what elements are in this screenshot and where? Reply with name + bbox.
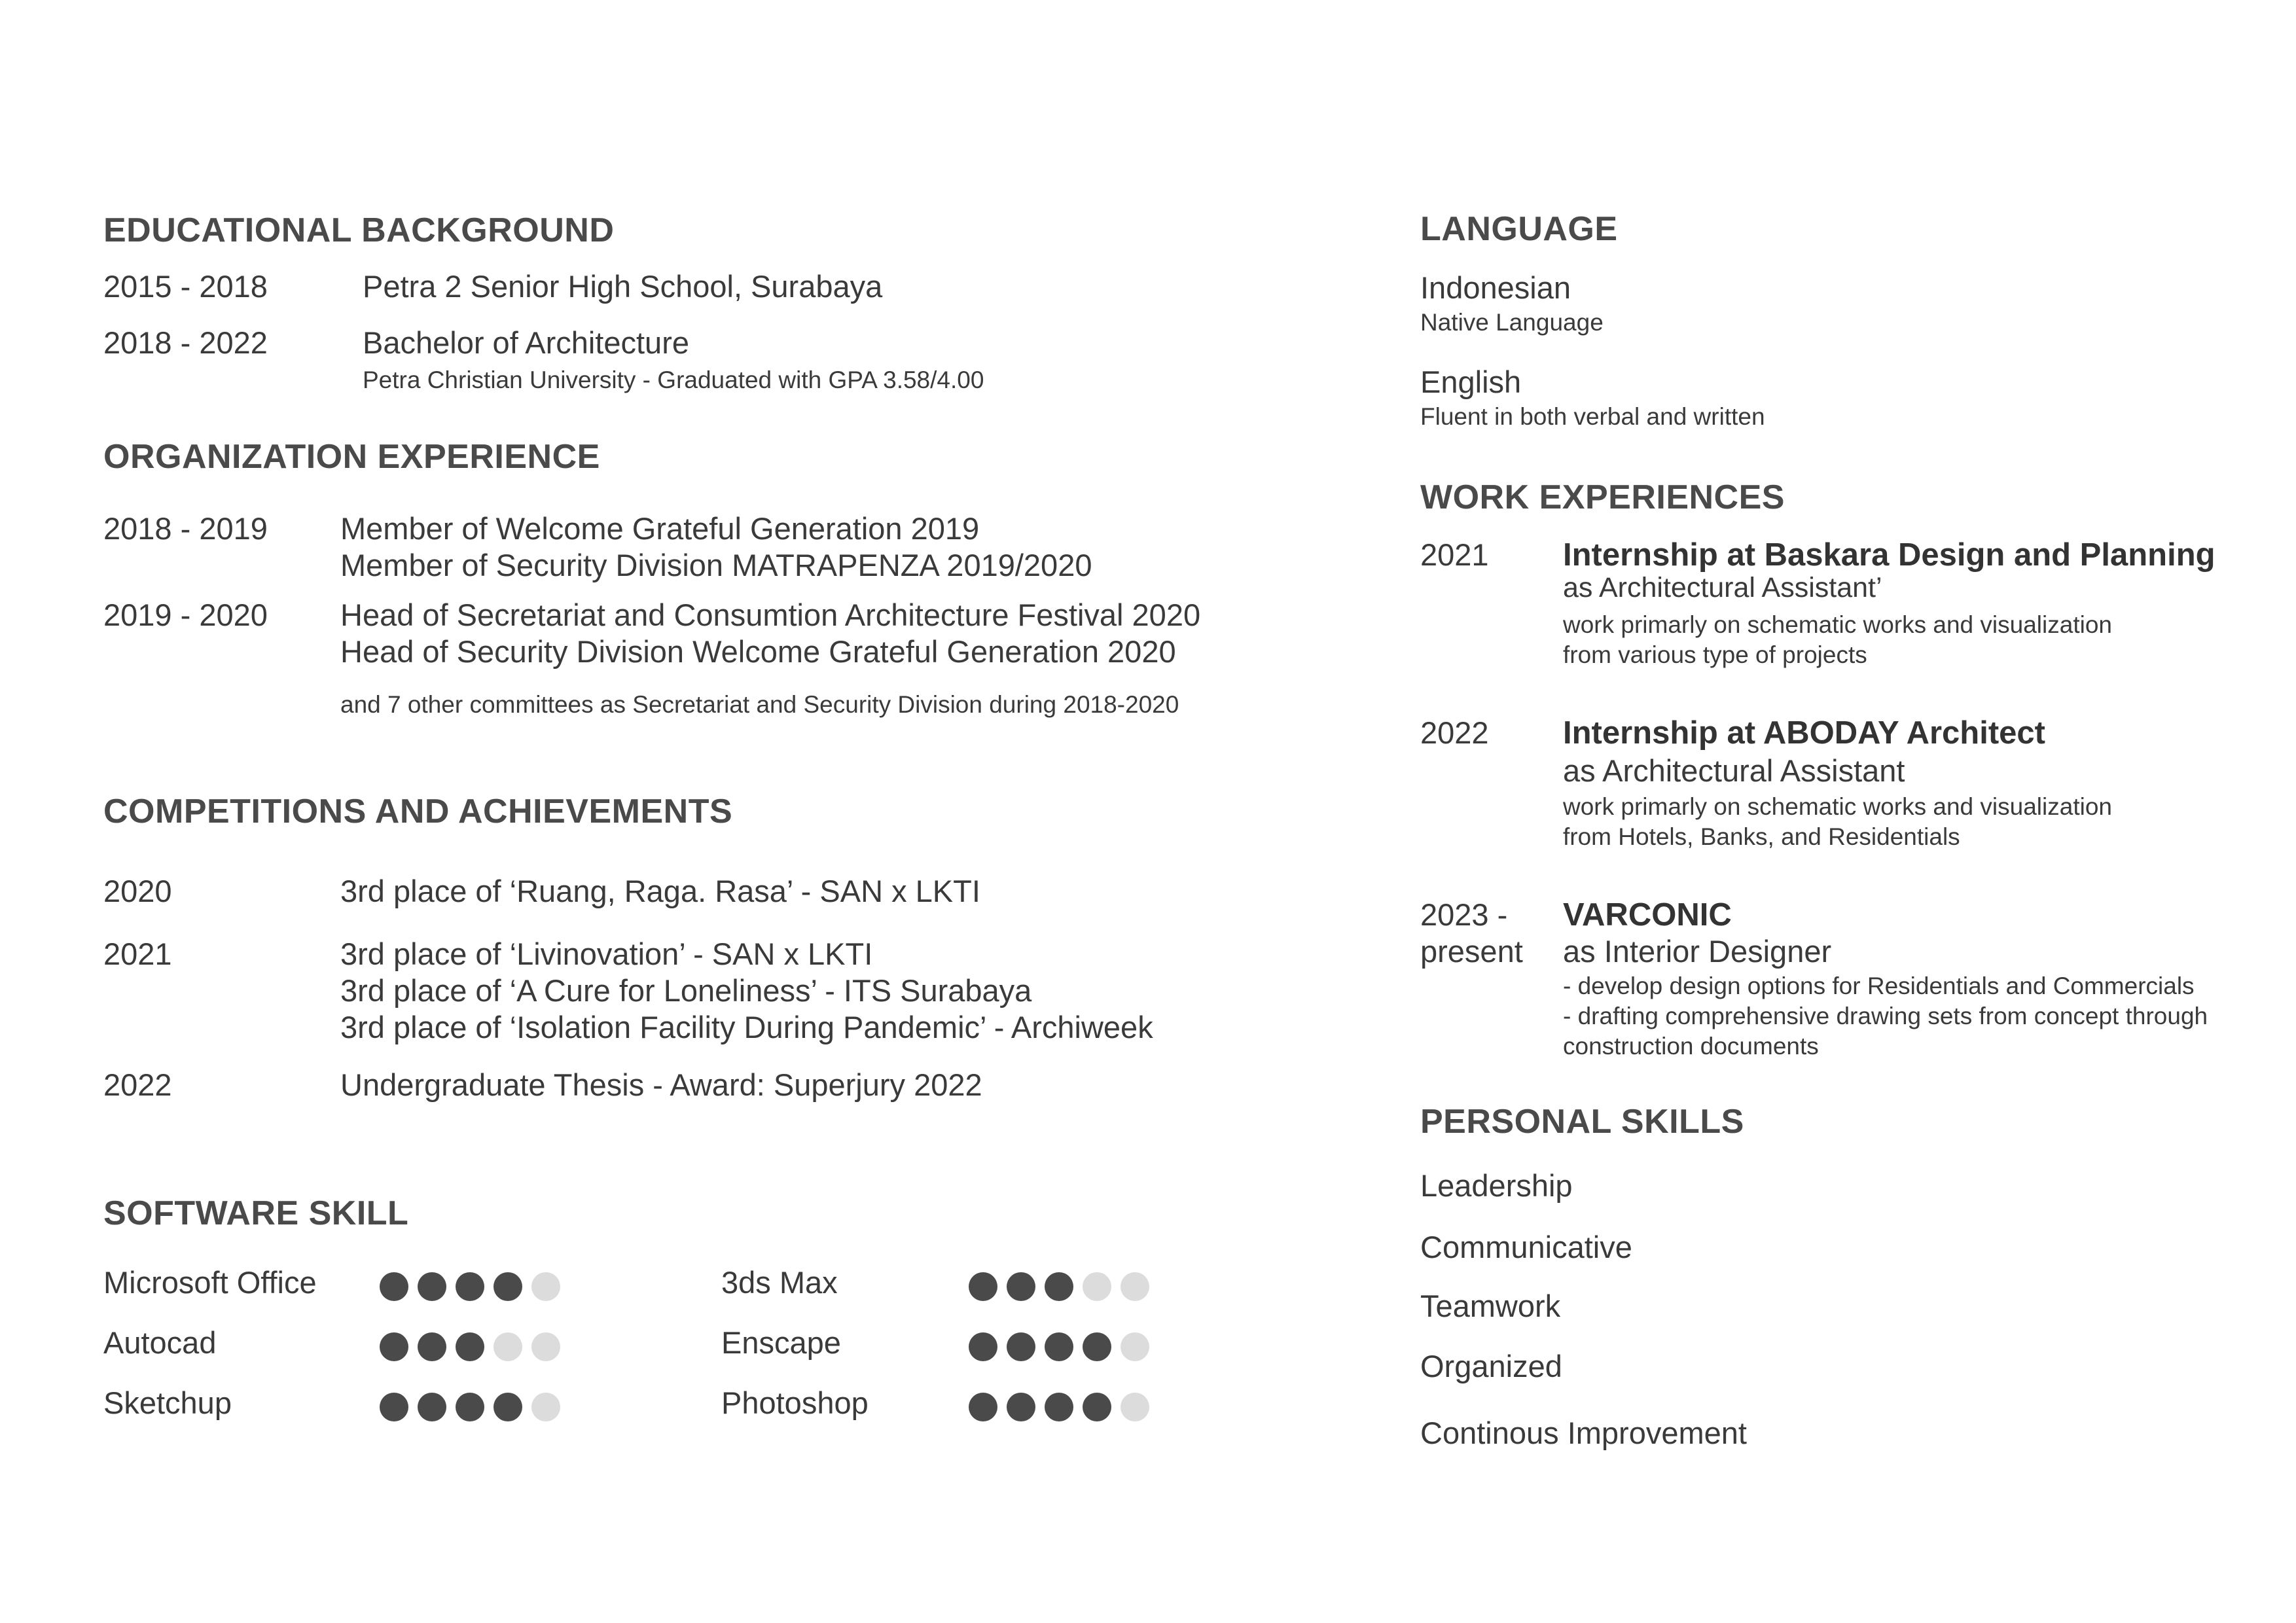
work-desc (1563, 971, 2208, 1061)
skill-rating (969, 1393, 1149, 1421)
software-name: Microsoft Office (103, 1265, 317, 1300)
software-name: Autocad (103, 1325, 217, 1360)
rating-dot-filled (380, 1393, 408, 1421)
software-name: Photoshop (721, 1385, 869, 1420)
rating-dot-empty (531, 1272, 560, 1301)
work-title: Internship at Baskara Design and Planning (1563, 537, 2215, 573)
education-title: Bachelor of Architecture (363, 325, 689, 360)
work-heading: WORK EXPERIENCES (1420, 478, 1785, 516)
work-desc (1563, 610, 2112, 670)
skill-rating (969, 1332, 1149, 1361)
work-title: Internship at ABODAY Architect (1563, 715, 2045, 751)
rating-dot-filled (1007, 1332, 1035, 1361)
work-role: as Architectural Assistant (1563, 753, 1905, 788)
work-year: 2022 (1420, 715, 1489, 750)
organization-years: 2019 - 2020 (103, 597, 268, 632)
work-title: VARCONIC (1563, 897, 1732, 933)
competition-line: 3rd place of ‘Livinovation’ - SAN x LKTI (340, 936, 873, 971)
language-name: Indonesian (1420, 270, 1571, 305)
work-role: as Architectural Assistant’ (1563, 572, 1882, 603)
work-desc-line: work primarly on schematic works and visualization (1563, 611, 2112, 638)
competition-year: 2022 (103, 1067, 172, 1102)
organization-lines (340, 510, 1092, 584)
rating-dot-filled (380, 1272, 408, 1301)
rating-dot-empty (493, 1332, 522, 1361)
rating-dot-filled (456, 1272, 484, 1301)
rating-dot-filled (418, 1272, 446, 1301)
competition-lines (340, 936, 1153, 1046)
rating-dot-filled (456, 1393, 484, 1421)
rating-dot-empty (531, 1332, 560, 1361)
rating-dot-filled (1083, 1393, 1111, 1421)
rating-dot-empty (1121, 1332, 1149, 1361)
rating-dot-filled (456, 1332, 484, 1361)
education-title: Petra 2 Senior High School, Surabaya (363, 269, 883, 304)
personal-skill: Teamwork (1420, 1289, 1561, 1323)
software-name: 3ds Max (721, 1265, 838, 1300)
rating-dot-filled (1045, 1332, 1073, 1361)
organization-line: Member of Security Division MATRAPENZA 2019/2020 (340, 548, 1092, 582)
competition-line: 3rd place of ‘Isolation Facility During Pandemic’ - Archiweek (340, 1010, 1153, 1044)
rating-dot-filled (1007, 1272, 1035, 1301)
education-years: 2018 - 2022 (103, 325, 268, 360)
education-detail: Petra Christian University - Graduated with GPA 3.58/4.00 (363, 366, 984, 393)
software-name: Enscape (721, 1325, 841, 1360)
rating-dot-filled (493, 1393, 522, 1421)
rating-dot-filled (1045, 1272, 1073, 1301)
organization-heading: ORGANIZATION EXPERIENCE (103, 438, 600, 476)
organization-years: 2018 - 2019 (103, 511, 268, 546)
personal-skill: Organized (1420, 1349, 1562, 1383)
software-heading: SOFTWARE SKILL (103, 1194, 409, 1232)
rating-dot-filled (493, 1272, 522, 1301)
education-heading: EDUCATIONAL BACKGROUND (103, 211, 615, 249)
organization-lines (340, 597, 1200, 670)
work-year: 2021 (1420, 537, 1489, 572)
rating-dot-empty (531, 1393, 560, 1421)
rating-dot-filled (1045, 1393, 1073, 1421)
rating-dot-filled (969, 1332, 997, 1361)
organization-line: Head of Security Division Welcome Grateful Generation 2020 (340, 634, 1176, 669)
organization-line: Head of Secretariat and Consumtion Architecture Festival 2020 (340, 597, 1201, 632)
language-detail: Native Language (1420, 309, 1604, 336)
rating-dot-empty (1121, 1272, 1149, 1301)
rating-dot-filled (1083, 1332, 1111, 1361)
rating-dot-empty (1083, 1272, 1111, 1301)
work-desc-line: from Hotels, Banks, and Residentials (1563, 823, 1960, 850)
work-desc-line: construction documents (1563, 1033, 1819, 1060)
language-name: English (1420, 365, 1522, 399)
competition-year: 2021 (103, 936, 172, 971)
competition-line: Undergraduate Thesis - Award: Superjury 2022 (340, 1067, 982, 1102)
language-heading: LANGUAGE (1420, 210, 1618, 248)
organization-line: Member of Welcome Grateful Generation 2019 (340, 511, 980, 546)
rating-dot-filled (418, 1332, 446, 1361)
rating-dot-filled (418, 1393, 446, 1421)
work-desc-line: - develop design options for Residentials and Commercials (1563, 972, 2195, 999)
skill-rating (380, 1272, 560, 1301)
personal-skill: Communicative (1420, 1230, 1632, 1264)
competition-line: 3rd place of ‘A Cure for Loneliness’ - ITS Surabaya (340, 973, 1032, 1008)
competitions-heading: COMPETITIONS AND ACHIEVEMENTS (103, 793, 733, 830)
work-desc-line: - drafting comprehensive drawing sets from concept through (1563, 1003, 2208, 1029)
personal-skill: Leadership (1420, 1168, 1573, 1203)
rating-dot-filled (380, 1332, 408, 1361)
competition-year: 2020 (103, 874, 172, 908)
work-desc-line: work primarly on schematic works and visualization (1563, 793, 2112, 820)
personal-heading: PERSONAL SKILLS (1420, 1103, 1744, 1141)
rating-dot-filled (969, 1272, 997, 1301)
rating-dot-filled (1007, 1393, 1035, 1421)
software-name: Sketchup (103, 1385, 232, 1420)
work-desc-line: from various type of projects (1563, 641, 1867, 668)
rating-dot-empty (1121, 1393, 1149, 1421)
organization-note: and 7 other committees as Secretariat and Security Division during 2018-2020 (340, 691, 1179, 718)
personal-skill: Continous Improvement (1420, 1416, 1747, 1450)
rating-dot-filled (969, 1393, 997, 1421)
work-desc (1563, 792, 2112, 852)
work-year: 2023 - (1420, 897, 1508, 932)
skill-rating (380, 1332, 560, 1361)
skill-rating (969, 1272, 1149, 1301)
skill-rating (380, 1393, 560, 1421)
work-year-end: present (1420, 934, 1523, 969)
language-detail: Fluent in both verbal and written (1420, 403, 1765, 430)
competition-line: 3rd place of ‘Ruang, Raga. Rasa’ - SAN x LKTI (340, 874, 980, 908)
education-years: 2015 - 2018 (103, 269, 268, 304)
work-role: as Interior Designer (1563, 934, 1832, 969)
